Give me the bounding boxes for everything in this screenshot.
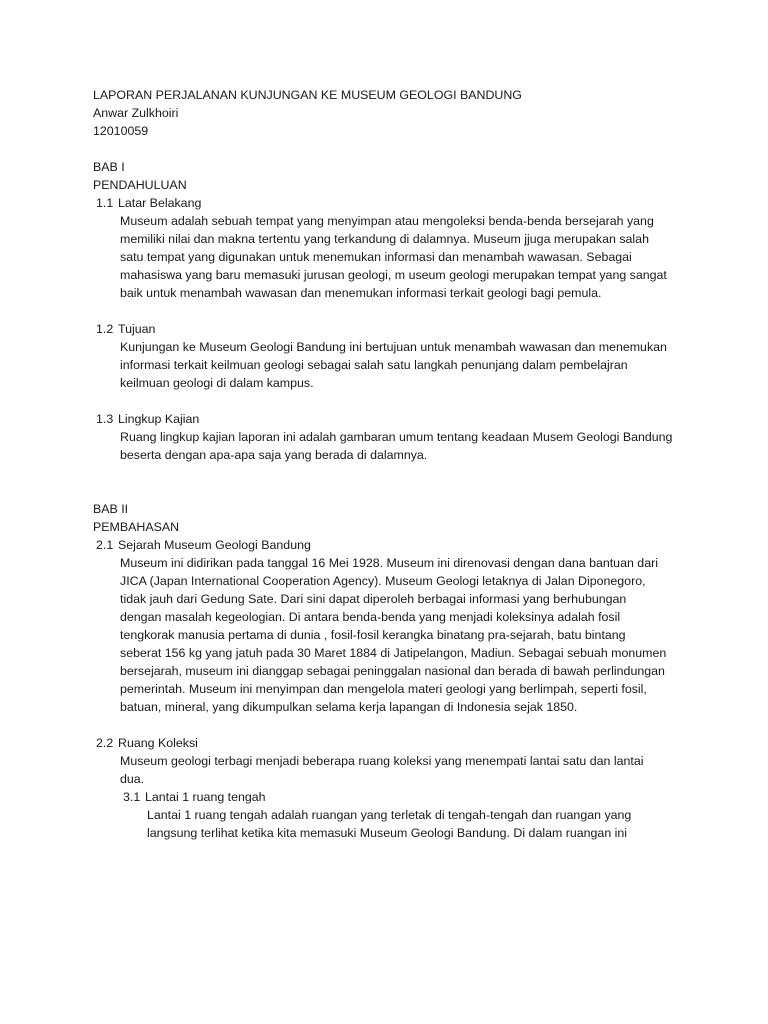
paragraph-line: satu tempat yang digunakan untuk menemukan informasi dan menambah wawasan. Sebagai [120, 250, 632, 264]
paragraph-line: seberat 156 kg yang jatuh pada 30 Maret 1884 di Jatipelangon, Madiun. Sebagai sebuah monumen [120, 646, 667, 660]
section-title: Lingkup Kajian [118, 412, 200, 426]
paragraph-line: informasi terkait keilmuan geologi sebagai salah satu langkah penunjang dalam pembelajran [120, 358, 628, 372]
subsection-title: Lantai 1 ruang tengah [145, 790, 266, 804]
section-title: Latar Belakang [118, 196, 202, 210]
section-heading [93, 410, 708, 428]
section-heading [93, 536, 708, 554]
paragraph-line: batuan, mineral, yang dikumpulkan selama kerja lapangan di Indonesia sejak 1850. [120, 700, 578, 714]
paragraph-line: JICA (Japan International Cooperation Agency). Museum Geologi letaknya di Jalan Diponegoro, [120, 574, 646, 588]
subsection-number: 3.1 [123, 790, 141, 804]
section-heading [93, 734, 708, 752]
paragraph-line: tengkorak manusia pertama di dunia , fosil-fosil kerangka binatang pra-sejarah, batu bintang [120, 628, 626, 642]
bab1-label: BAB I [93, 160, 125, 174]
section-title: Tujuan [118, 322, 156, 336]
paragraph-line: langsung terlihat ketika kita memasuki Museum Geologi Bandung. Di dalam ruangan ini [147, 826, 628, 840]
paragraph-line: baik untuk menambah wawasan dan menemukan informasi terkait geologi bagi pemula. [120, 286, 602, 300]
paragraph [93, 806, 708, 842]
bab2-title: PEMBAHASAN [93, 520, 180, 534]
paragraph [93, 554, 708, 716]
paragraph-line: beserta dengan apa-apa saja yang berada di dalamnya. [120, 448, 428, 462]
paragraph-line: memiliki nilai dan makna tertentu yang terkandung di dalamnya. Museum jjuga merupakan salah [120, 232, 649, 246]
paragraph-line: tidak jauh dari Gedung Sate. Dari sini dapat diperoleh berbagai informasi yang berhubungan [120, 592, 627, 606]
author-name: Anwar Zulkhoiri [93, 106, 179, 120]
section-number: 2.2 [96, 736, 114, 750]
paragraph [93, 212, 708, 302]
section-heading [93, 194, 708, 212]
paragraph [93, 338, 708, 392]
section-number: 1.2 [96, 322, 114, 336]
paragraph-line: Museum adalah sebuah tempat yang menyimpan atau mengoleksi benda-benda bersejarah yang [120, 214, 654, 228]
section-heading [93, 320, 708, 338]
paragraph [93, 752, 708, 788]
paragraph-line: Lantai 1 ruang tengah adalah ruangan yang terletak di tengah-tengah dan ruangan yang [147, 808, 632, 822]
report-title: LAPORAN PERJALANAN KUNJUNGAN KE MUSEUM GEOLOGI BANDUNG [93, 88, 522, 102]
paragraph [93, 428, 708, 464]
bab1-title: PENDAHULUAN [93, 178, 187, 192]
paragraph-line: bersejarah, museum ini dianggap sebagai peninggalan nasional dan berada di bawah perlindungan [120, 664, 665, 678]
paragraph-line: pemerintah. Museum ini menyimpan dan mengelola materi geologi yang berlimpah, seperti fosil, [120, 682, 647, 696]
paragraph-line: Museum geologi terbagi menjadi beberapa ruang koleksi yang menempati lantai satu dan lantai [120, 754, 644, 768]
section-number: 1.1 [96, 196, 114, 210]
paragraph-line: Museum ini didirikan pada tanggal 16 Mei 1928. Museum ini direnovasi dengan dana bantuan dari [120, 556, 658, 570]
paragraph-line: dengan masalah kegeologian. Di antara benda-benda yang menjadi koleksinya adalah fosil [120, 610, 621, 624]
paragraph-line: keilmuan geologi di dalam kampus. [120, 376, 314, 390]
section-number: 2.1 [96, 538, 114, 552]
section-title: Sejarah Museum Geologi Bandung [118, 538, 311, 552]
paragraph-line: Ruang lingkup kajian laporan ini adalah gambaran umum tentang keadaan Musem Geologi Bandung [120, 430, 673, 444]
student-id: 12010059 [93, 124, 149, 138]
paragraph-line: Kunjungan ke Museum Geologi Bandung ini bertujuan untuk menambah wawasan dan menemukan [120, 340, 667, 354]
section-number: 1.3 [96, 412, 114, 426]
subsection-heading [93, 788, 708, 806]
paragraph-line: dua. [120, 772, 145, 786]
paragraph-line: mahasiswa yang baru memasuki jurusan geologi, m useum geologi merupakan tempat yang sangat [120, 268, 667, 282]
bab2-label: BAB II [93, 502, 129, 516]
section-title: Ruang Koleksi [118, 736, 198, 750]
